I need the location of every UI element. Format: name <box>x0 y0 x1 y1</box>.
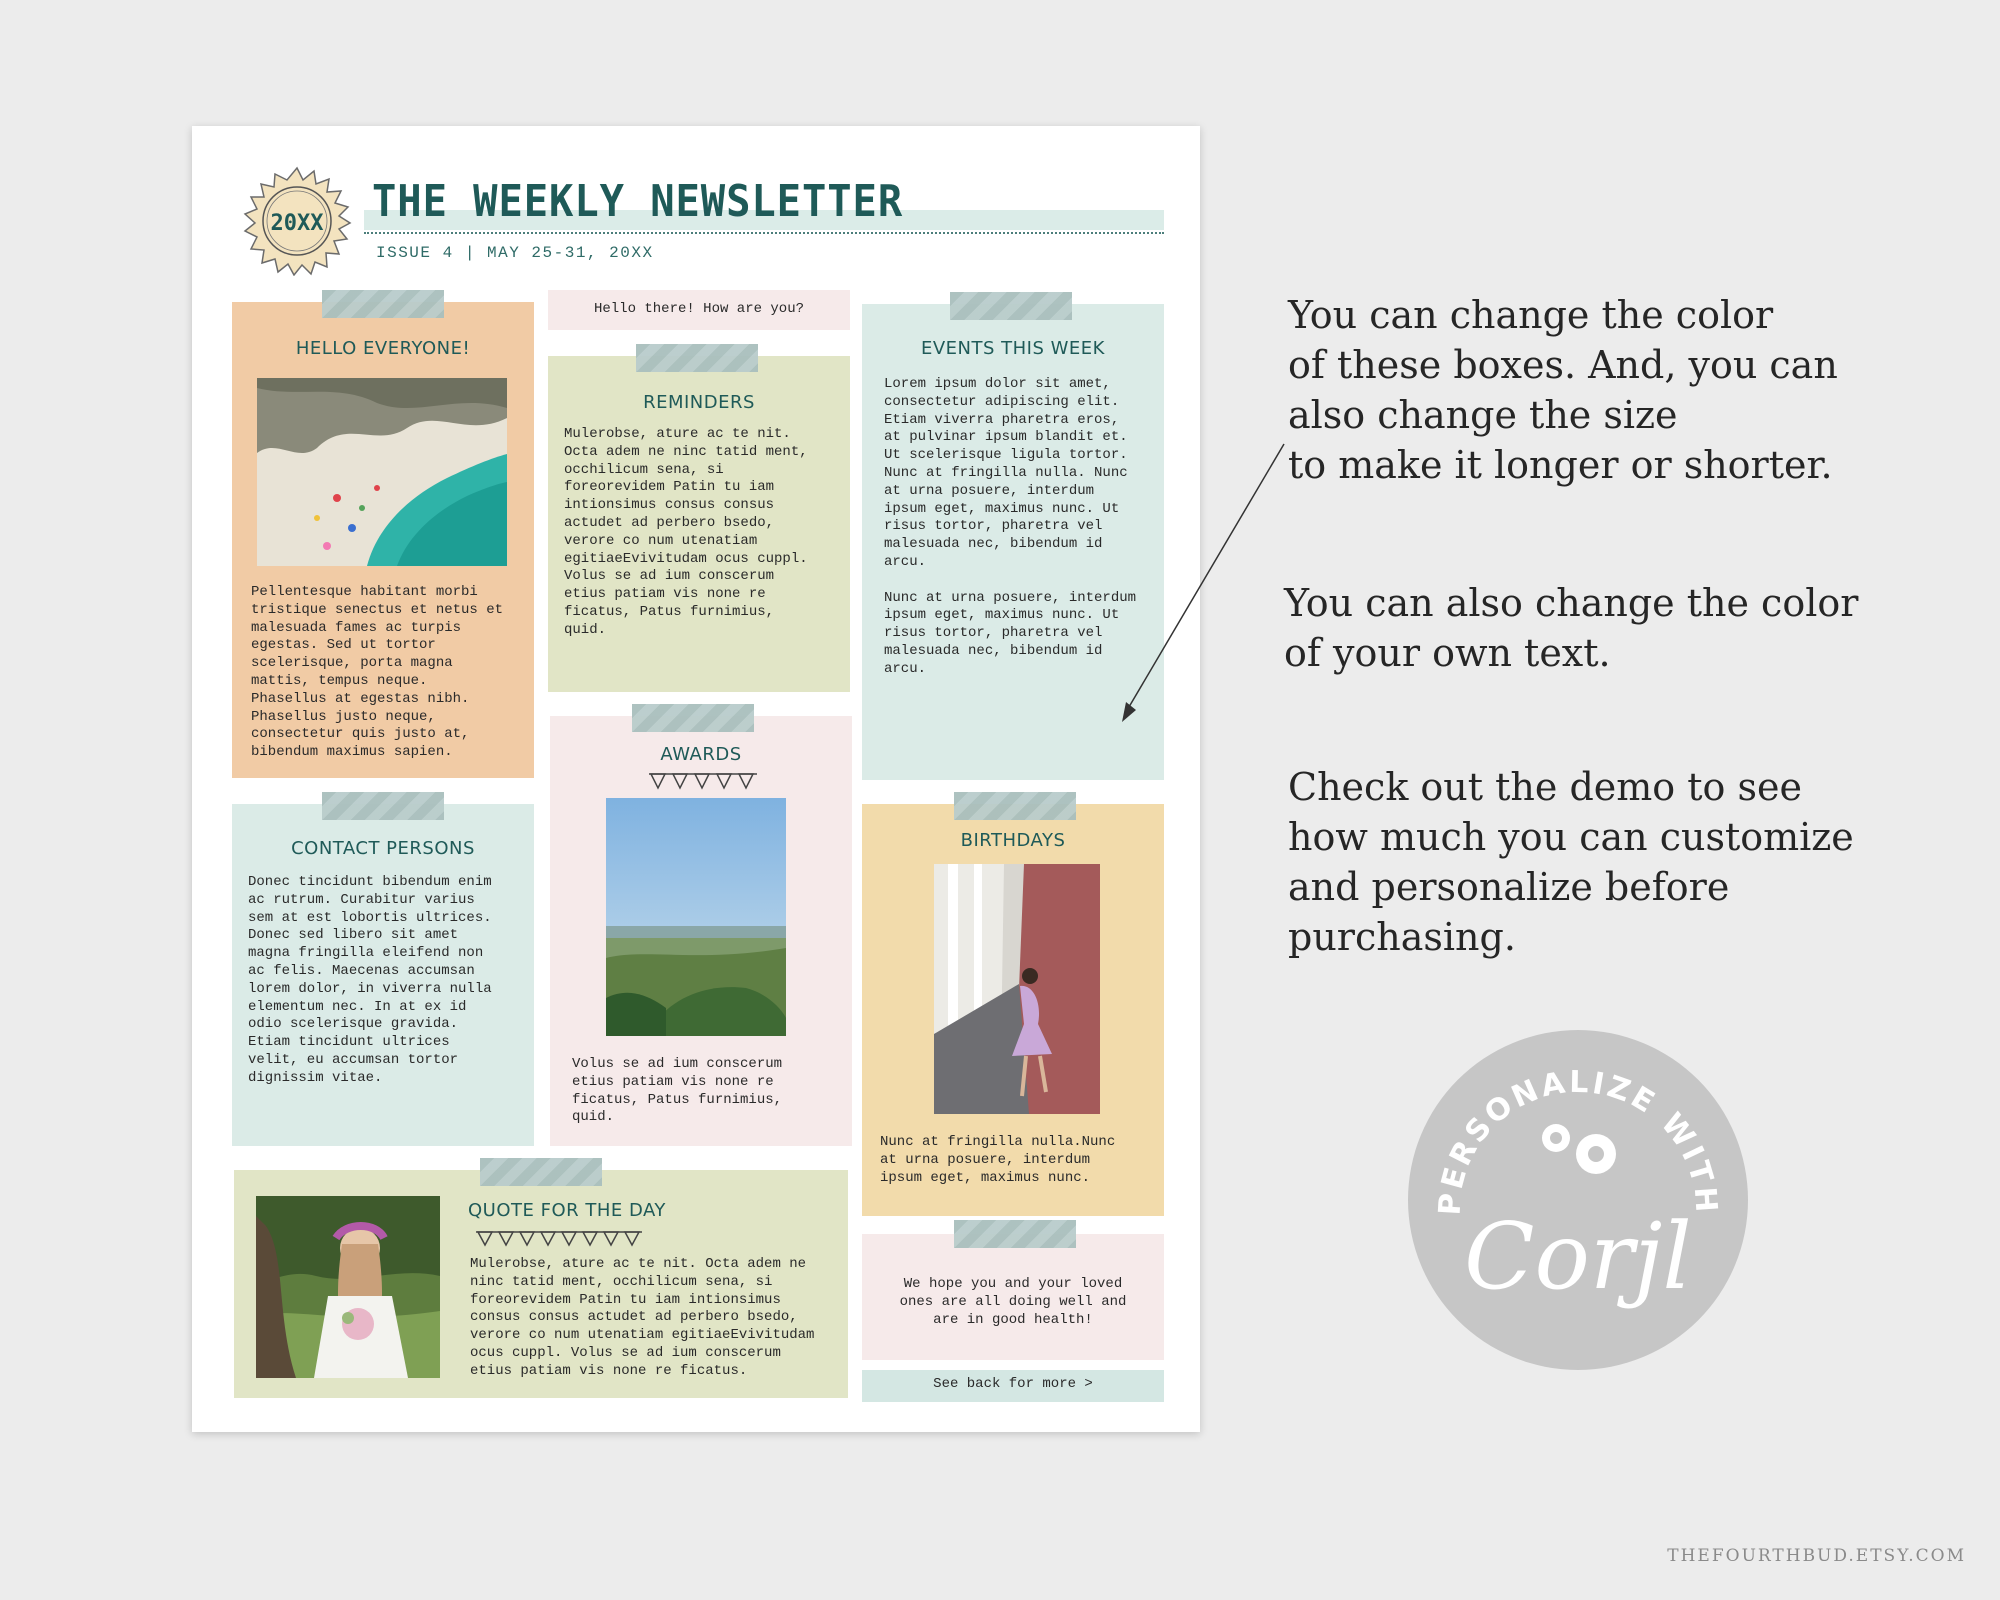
quote-box <box>234 1170 848 1398</box>
landscape-photo <box>606 798 786 1036</box>
birthdays-title: BIRTHDAYS <box>960 830 1066 851</box>
events-text: Lorem ipsum dolor sit amet, consectetur adipiscing elit. Etiam viverra pharetra eros, at pulvinar ipsum blandit et. Ut scelerisque ligula tortor. Nunc at fringilla nulla. Nunc at urna posuere, interdum ipsum eget, maximus nunc. Ut risus tortor, pharetra vel malesuada nec, bibendum id arcu. Nunc at urna posuere, interdum ipsum eget, maximus nunc. Ut risus tortor, pharetra vel malesuada nec, bibendum id arcu. <box>884 376 1137 677</box>
logo-arc-text: PERSONALIZE WITH <box>1432 1064 1724 1217</box>
logo-brand: Corjl <box>1464 1203 1692 1310</box>
greeting-text: Hello there! How are you? <box>593 301 805 317</box>
tape-strip <box>480 1158 602 1186</box>
hello-text: Pellentesque habitant morbi tristique senectus et netus et malesuada fames ac turpis egestas. Sed ut tortor scelerisque, porta magna mattis, tempus neque. Phasellus at egestas nibh. Phasellus justo neque, consectetur quis justo at, bibendum maximus sapien. <box>251 584 504 761</box>
hello-title: HELLO EVERYONE! <box>295 338 471 359</box>
awards-text: Volus se ad ium conscerum etius patiam vis none re ficatus, Patus furnimius, quid. <box>572 1056 783 1126</box>
tape-strip <box>636 344 758 372</box>
birthdays-box <box>862 804 1164 1216</box>
reminders-box <box>548 356 850 692</box>
corjl-logo <box>1408 1030 1748 1370</box>
awards-title: AWARDS <box>660 744 742 765</box>
tape-strip <box>950 292 1072 320</box>
events-title: EVENTS THIS WEEK <box>920 338 1105 359</box>
footer-url: THEFOURTHBUD.ETSY.COM <box>1667 1546 1966 1566</box>
tape-strip <box>954 792 1076 820</box>
closing-text: We hope you and your loved ones are all doing well and are in good health! <box>899 1276 1127 1328</box>
year-seal <box>242 166 352 276</box>
hello-box <box>232 302 534 778</box>
seal-text: 20XX <box>270 211 324 236</box>
reminders-title: REMINDERS <box>643 392 755 413</box>
reminders-text: Mulerobse, ature ac te nit. Octa adem ne ninc tatid ment, occhilicum sena, si foreorevidem Patin tu iam intionsimus consus consus actudet ad perbero bsedo, verore co num utenatiam egitiaeEvivitudam ocus cuppl. Volus se ad ium conscerum etius patiam vis none re ficatus, Patus furnimius, quid. <box>564 426 808 638</box>
tape-strip <box>322 290 444 318</box>
birthdays-text: Nunc at fringilla nulla.Nunc at urna posuere, interdum ipsum eget, maximus nunc. <box>880 1134 1116 1186</box>
tape-strip <box>632 704 754 732</box>
birthday-photo <box>934 864 1100 1114</box>
closing-box <box>862 1234 1164 1360</box>
box-color-note: You can change the color of these boxes. And, you can also change the size to make it longer or shorter. <box>1288 293 1838 487</box>
see-back-bar[interactable] <box>862 1370 1164 1402</box>
demo-note: Check out the demo to see how much you can customize and personalize before purchasing. <box>1288 765 1854 959</box>
portrait-photo <box>256 1196 440 1378</box>
newsletter-title: THE WEEKLY NEWSLETTER <box>372 176 904 227</box>
title-divider <box>364 232 1164 234</box>
text-color-note: You can also change the color of your own text. <box>1284 581 1859 675</box>
tape-strip <box>954 1220 1076 1248</box>
contact-text: Donec tincidunt bibendum enim ac rutrum. Curabitur varius sem at est lobortis ultrices. Donec sed libero sit amet magna fringilla eleifend non ac felis. Maecenas accumsan lorem dolor, in viverra nulla elementum nec. In at ex id odio scelerisque gravida. Etiam tincidunt ultrices velit, eu accumsan tortor dignissim vitae. <box>248 874 492 1086</box>
see-back-link[interactable]: See back for more > <box>933 1376 1093 1392</box>
issue-line: ISSUE 4 | MAY 25-31, 20XX <box>376 244 654 262</box>
newsletter-page <box>192 126 1200 1432</box>
bunting-decoration <box>476 1230 642 1250</box>
quote-title: QUOTE FOR THE DAY <box>468 1200 666 1221</box>
beach-photo <box>257 378 507 566</box>
tape-strip <box>322 792 444 820</box>
contact-title: CONTACT PERSONS <box>291 838 475 859</box>
awards-box <box>550 716 852 1146</box>
contact-box <box>232 804 534 1146</box>
annotation-arrow <box>1110 440 1310 730</box>
greeting-box <box>548 290 850 330</box>
quote-text: Mulerobse, ature ac te nit. Octa adem ne ninc tatid ment, occhilicum sena, si foreorevidem Patin tu iam intionsimus consus consus actudet ad perbero bsedo, verore co num utenatiam egitiaeEvivitudam ocus cuppl. Volus se ad ium conscerum etius patiam vis none re ficatus. <box>470 1256 815 1379</box>
bunting-decoration <box>649 772 757 792</box>
